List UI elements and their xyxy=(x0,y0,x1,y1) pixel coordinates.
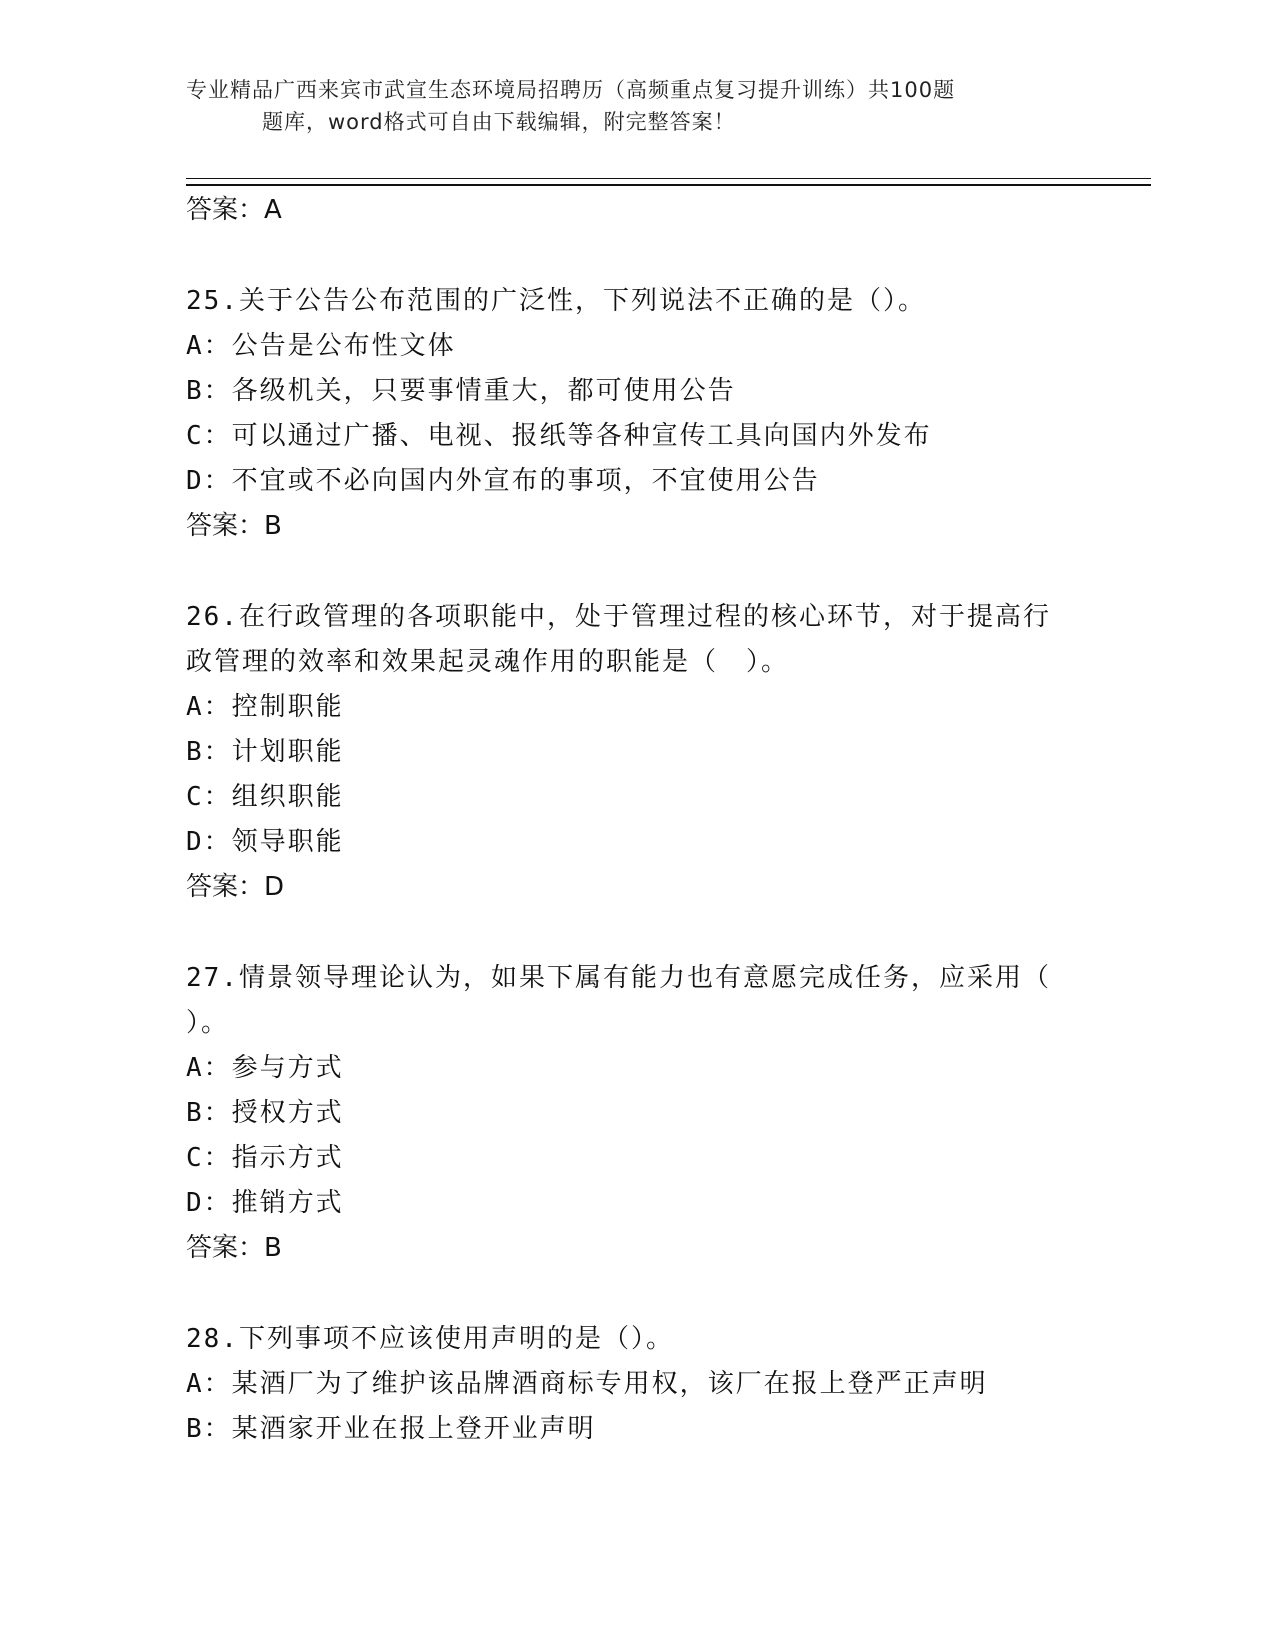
header-divider xyxy=(186,178,1151,186)
question-block xyxy=(186,956,1086,1271)
header-title-line-2: 题库，word格式可自由下载编辑，附完整答案！ xyxy=(262,110,736,134)
question-stem: 27.情景领导理论认为，如果下属有能力也有意愿完成任务，应采用（ xyxy=(186,963,1051,993)
option-a: A：控制职能 xyxy=(186,692,344,722)
page-header xyxy=(186,74,1066,138)
option-b: B：各级机关，只要事情重大，都可使用公告 xyxy=(186,376,736,406)
question-block xyxy=(186,595,1086,910)
option-a: A：某酒厂为了维护该品牌酒商标专用权，该厂在报上登严正声明 xyxy=(186,1369,988,1399)
answer-line: 答案：D xyxy=(186,872,285,902)
question-stem: 26.在行政管理的各项职能中，处于管理过程的核心环节，对于提高行 xyxy=(186,602,1051,632)
question-spacer xyxy=(186,910,1086,956)
question-stem: 28.下列事项不应该使用声明的是（）。 xyxy=(186,1324,674,1354)
option-a: A：公告是公布性文体 xyxy=(186,331,456,361)
option-a: A：参与方式 xyxy=(186,1053,344,1083)
answer-line: 答案：B xyxy=(186,511,282,541)
question-stem: 25.关于公告公布范围的广泛性，下列说法不正确的是（）。 xyxy=(186,286,926,316)
question-spacer xyxy=(186,233,1086,279)
answer-line: 答案：A xyxy=(186,195,282,225)
option-c: C：组织职能 xyxy=(186,782,344,812)
header-title-line-1: 专业精品广西来宾市武宣生态环境局招聘历（高频重点复习提升训练）共100题 xyxy=(186,78,956,102)
option-d: D：不宜或不必向国内外宣布的事项，不宜使用公告 xyxy=(186,466,820,496)
question-block xyxy=(186,279,1086,549)
option-b: B：授权方式 xyxy=(186,1098,344,1128)
document-body xyxy=(186,188,1086,1452)
answer-line: 答案：B xyxy=(186,1233,282,1263)
option-b: B：某酒家开业在报上登开业声明 xyxy=(186,1414,596,1444)
question-stem-continued: 政管理的效率和效果起灵魂作用的职能是（ ）。 xyxy=(186,647,790,677)
option-d: D：领导职能 xyxy=(186,827,344,857)
question-stem-continued: ）。 xyxy=(186,1008,230,1038)
question-spacer xyxy=(186,549,1086,595)
option-c: C：可以通过广播、电视、报纸等各种宣传工具向国内外发布 xyxy=(186,421,932,451)
question-spacer xyxy=(186,1271,1086,1317)
option-b: B：计划职能 xyxy=(186,737,344,767)
question-block xyxy=(186,1317,1086,1452)
option-c: C：指示方式 xyxy=(186,1143,344,1173)
option-d: D：推销方式 xyxy=(186,1188,344,1218)
